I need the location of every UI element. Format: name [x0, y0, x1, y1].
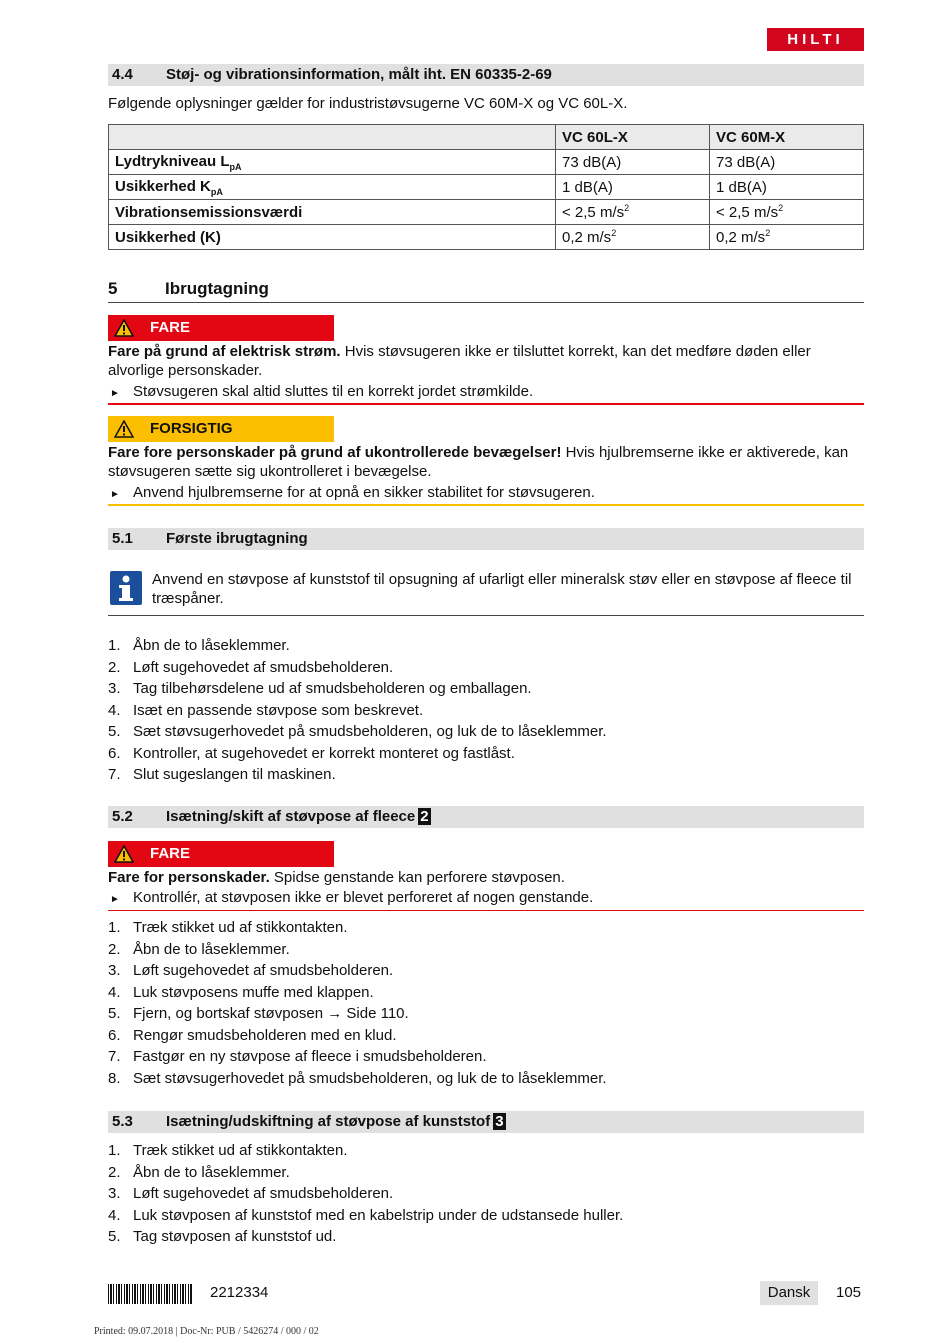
page-number: 105 — [836, 1284, 862, 1301]
danger-rule — [108, 403, 864, 405]
caution-rule — [108, 504, 864, 506]
divider — [108, 302, 864, 303]
noise-vibration-table — [108, 124, 864, 250]
list-item: 4. Isæt en passende støvpose som beskrevet. — [108, 701, 424, 719]
list-item: 3. Løft sugehovedet af smudsbeholderen. — [108, 962, 394, 979]
table-row: Usikkerhed (K) 0,2 $m/s^2$ 0,2 $m/s^2$ — [109, 225, 864, 250]
list-item: 3. Tag tilbehørsdelene ud af smudsbeholderen og emballagen. — [108, 680, 532, 697]
print-info: Printed: 09.07.2018 | Doc-Nr: PUB / 5426274 / 000 / 02 — [94, 1326, 319, 1337]
figure-reference: 2 — [420, 808, 429, 825]
bullet-arrow-icon: ► — [110, 894, 120, 905]
language-badge: Dansk — [760, 1281, 818, 1305]
list-item: 1. Åbn de to låseklemmer. — [108, 637, 290, 654]
table-header-row: VC 60L-X VC 60M-X — [109, 125, 864, 150]
section-5-number: 5 — [108, 279, 118, 298]
steps-5-2 — [108, 917, 864, 1089]
list-item: 5. Tag støvposen af kunststof ud. — [108, 1228, 337, 1245]
figure-reference: 3 — [495, 1113, 504, 1130]
danger-rule — [108, 910, 864, 911]
warning-triangle-icon — [114, 420, 134, 438]
bullet-arrow-icon: ► — [110, 489, 120, 500]
section-5-2-heading: 5.2 Isætning/skift af støvpose af fleece 2 — [108, 806, 864, 828]
divider — [108, 615, 864, 616]
steps-5-3 — [108, 1140, 864, 1248]
warning-triangle-icon — [114, 319, 134, 337]
table-row: Lydtrykniveau $L_{pA}$ 73 dB(A) 73 dB(A) — [109, 150, 864, 175]
danger-text: Fare for personskader. Spidse genstande kan perforere støvposen. — [108, 869, 565, 886]
caution-text: Fare fore personskader på grund af ukontrollerede bevægelser! Hvis hjulbremserne ikke er aktiverede, kan støvsugeren sætte sig ukontrolleret i bevægelse. — [108, 444, 849, 480]
caution-label: FORSIGTIG — [108, 416, 334, 442]
list-item: 1. Træk stikket ud af stikkontakten. — [108, 1142, 348, 1159]
list-item: 7. Slut sugeslangen til maskinen. — [108, 766, 336, 783]
list-item: 2. Løft sugehovedet af smudsbeholderen. — [108, 658, 394, 676]
list-item: 5. Sæt støvsugerhovedet på smudsbeholderen, og luk de to låseklemmer. — [108, 723, 607, 740]
info-text: Anvend en støvpose af kunststof til opsugning af ufarligt eller mineralsk støv eller en støvpose af fleece til træspåner. — [152, 571, 852, 607]
steps-5-1 — [108, 635, 864, 786]
table-row: Vibrationsemissionsværdi < 2,5 $m/s^2$ < 2,5 $m/s^2$ — [109, 200, 864, 225]
table-row: Usikkerhed $K_{pA}$ 1 dB(A) 1 dB(A) — [109, 175, 864, 200]
section-4-4-heading: 4.4 Støj- og vibrationsinformation, målt iht. EN 60335-2-69 — [108, 64, 864, 86]
section-4-4-intro: Følgende oplysninger gælder for industristøvsugerne VC 60M-X og VC 60L-X. — [108, 95, 628, 112]
danger-label: FARE — [108, 841, 334, 867]
section-5-3-heading: 5.3 Isætning/udskiftning af støvpose af kunststof 3 — [108, 1111, 864, 1133]
list-item: 6. Rengør smudsbeholderen med en klud. — [108, 1026, 397, 1044]
danger-text: Fare på grund af elektrisk strøm. Hvis støvsugeren ikke er tilsluttet korrekt, kan det medføre døden eller alvorlige personskader. — [108, 343, 811, 379]
info-icon — [110, 571, 142, 605]
list-item: 8. Sæt støvsugerhovedet på smudsbeholderen, og luk de to låseklemmer. — [108, 1069, 607, 1087]
list-item: 7. Fastgør en ny støvpose af fleece i smudsbeholderen. — [108, 1048, 487, 1065]
list-item: 6. Kontroller, at sugehovedet er korrekt monteret og fastlåst. — [108, 744, 515, 762]
list-item: 3. Løft sugehovedet af smudsbeholderen. — [108, 1185, 394, 1202]
section-5-1-heading: 5.1 Første ibrugtagning — [108, 528, 864, 550]
warning-triangle-icon — [114, 845, 134, 863]
list-item: 5. Fjern, og bortskaf støvposen → Side 110. — [108, 1005, 409, 1022]
bullet-arrow-icon: ► — [110, 388, 120, 399]
hilti-logo: HILTI — [767, 28, 864, 51]
list-item: 1. Træk stikket ud af stikkontakten. — [108, 919, 348, 936]
section-5-title: Ibrugtagning — [165, 279, 269, 298]
barcode — [108, 1284, 192, 1304]
list-item: 4. Luk støvposen af kunststof med en kabelstrip under de udstansede huller. — [108, 1206, 624, 1224]
document-number: 2212334 — [210, 1284, 269, 1301]
list-item: 4. Luk støvposens muffe med klappen. — [108, 983, 374, 1001]
list-item: 2. Åbn de to låseklemmer. — [108, 1163, 290, 1181]
danger-label: FARE — [108, 315, 334, 341]
list-item: 2. Åbn de to låseklemmer. — [108, 940, 290, 958]
